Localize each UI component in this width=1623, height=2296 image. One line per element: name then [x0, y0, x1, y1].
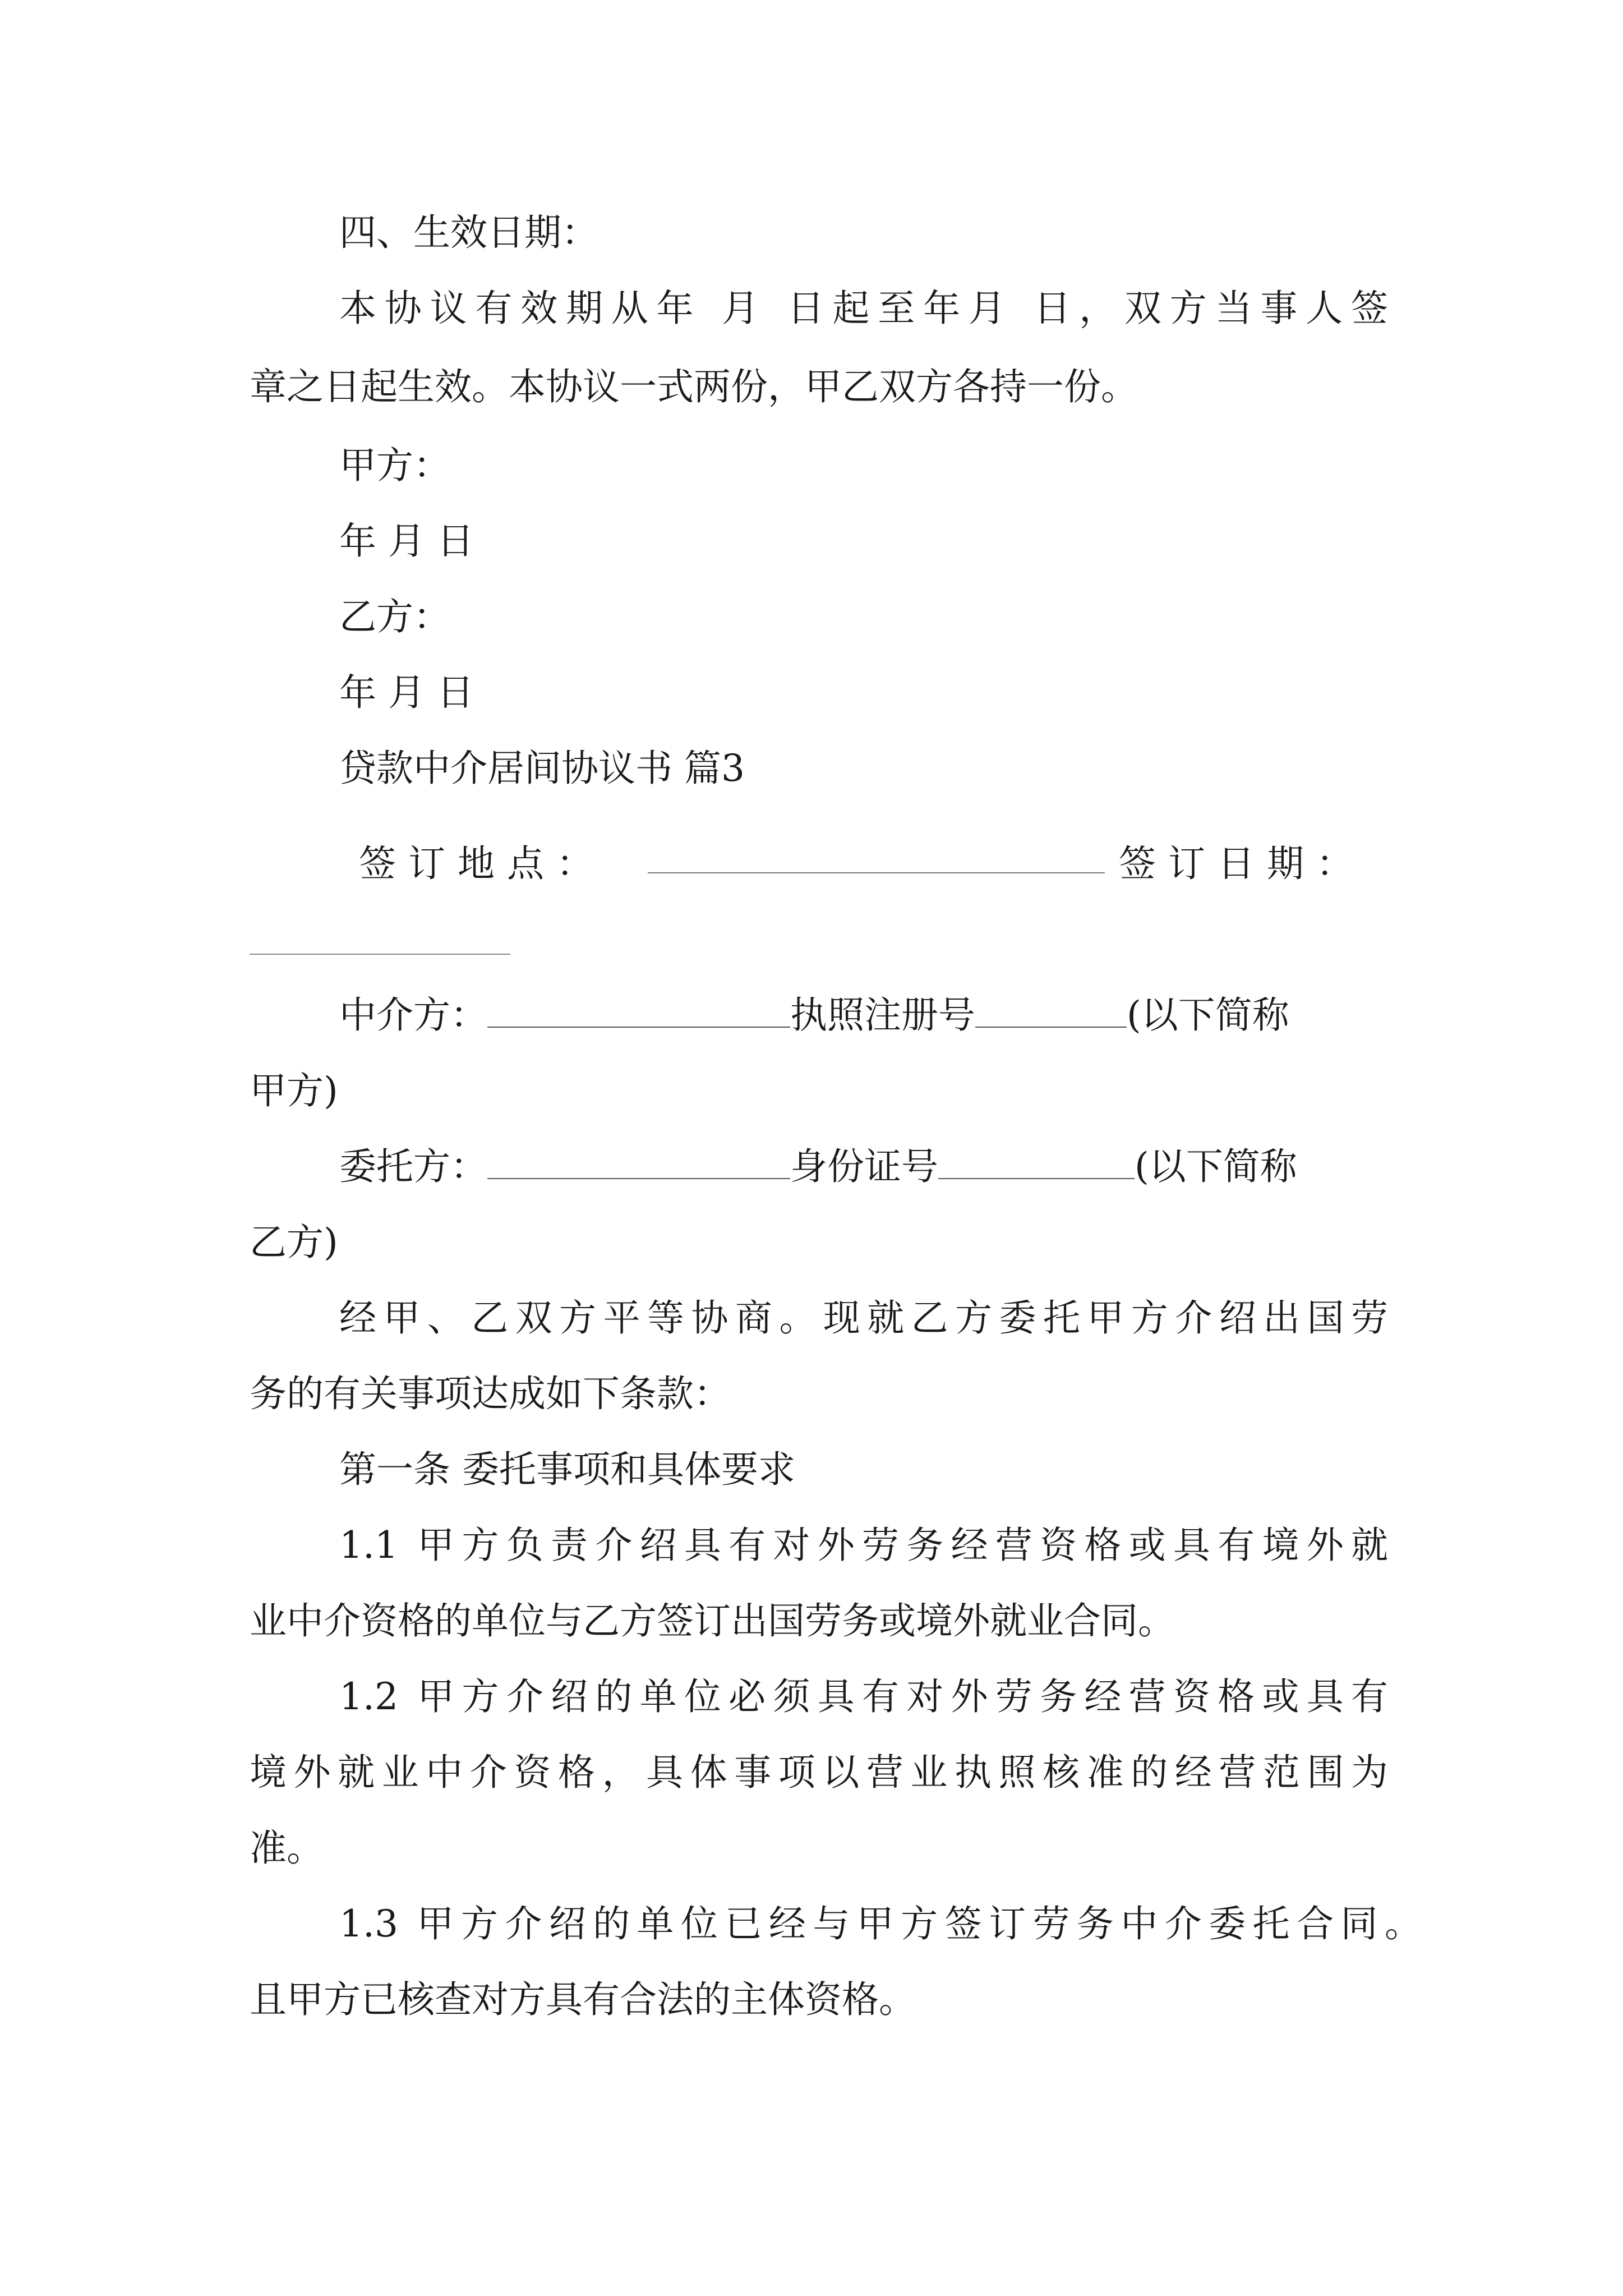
sign-date-label: 签订日期： — [1119, 842, 1366, 885]
article-title: 贷款中介居间协议书 篇3 — [339, 747, 745, 790]
clause-line: 且甲方已核查对方具有合法的主体资格。 — [250, 1978, 916, 2021]
sign-date-blank — [250, 954, 510, 955]
paragraph-line: 章之日起生效。本协议一式两份，甲乙双方各持一份。 — [250, 365, 1138, 408]
client-suffix-line: 乙方) — [250, 1221, 338, 1264]
client-label: 委托方： — [339, 1145, 487, 1188]
paragraph-line: 务的有关事项达成如下条款： — [250, 1372, 731, 1415]
client-blank — [487, 1144, 790, 1179]
party-b-label: 乙方： — [339, 595, 450, 638]
party-a-label: 甲方： — [339, 444, 450, 487]
date-line: 年 月 日 — [339, 519, 474, 563]
client-suffix: (以下简称 — [1135, 1145, 1297, 1188]
sign-place-blank — [648, 872, 1105, 873]
clause-line: 1.3 甲方介绍的单位已经与甲方签订劳务中介委托合同。 — [339, 1902, 1422, 1945]
clause-line: 准。 — [250, 1826, 324, 1870]
intermediary-line — [339, 993, 1289, 1038]
clause-line: 1.1 甲方负责介绍具有对外劳务经营资格或具有境外就 — [339, 1524, 1388, 1567]
clause-line: 业中介资格的单位与乙方签订出国劳务或境外就业合同。 — [250, 1599, 1175, 1642]
id-label: 身份证号 — [790, 1145, 938, 1188]
id-blank — [938, 1144, 1135, 1179]
paragraph-line: 本协议有效期从年 月 日起至年月 日，双方当事人签 — [339, 287, 1388, 330]
intermediary-suffix-line: 甲方) — [250, 1069, 338, 1112]
sign-place-label: 签订地点： — [359, 842, 606, 885]
license-label: 执照注册号 — [790, 993, 975, 1037]
intermediary-blank — [487, 993, 790, 1028]
intermediary-label: 中介方： — [339, 993, 487, 1037]
paragraph-line: 经甲、乙双方平等协商。现就乙方委托甲方介绍出国劳 — [339, 1296, 1388, 1340]
article-heading: 第一条 委托事项和具体要求 — [339, 1448, 795, 1491]
client-line — [339, 1144, 1297, 1189]
intermediary-suffix: (以下简称 — [1127, 993, 1289, 1037]
date-line: 年 月 日 — [339, 671, 474, 714]
clause-line: 境外就业中介资格，具体事项以营业执照核准的经营范围为 — [250, 1751, 1388, 1794]
clause-line: 1.2 甲方介绍的单位必须具有对外劳务经营资格或具有 — [339, 1675, 1388, 1718]
section-heading: 四、生效日期： — [339, 211, 598, 254]
license-blank — [975, 993, 1127, 1028]
